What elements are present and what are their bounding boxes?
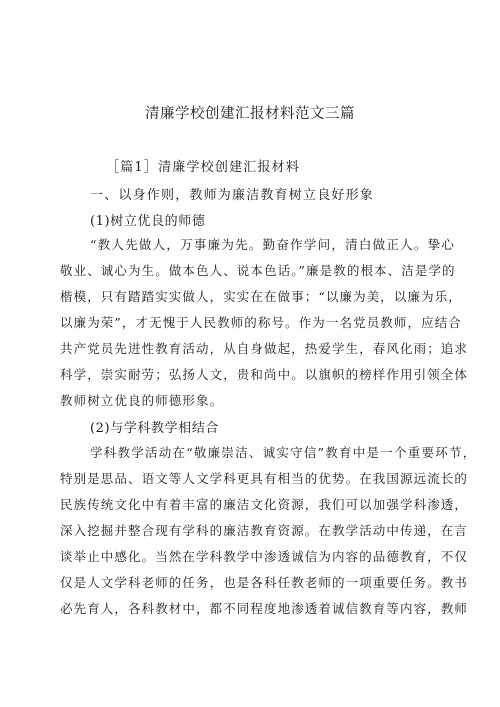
- sub-heading-teacher-ethics: (1)树立优良的师德: [90, 214, 206, 229]
- paragraph-line: 共产党员先进性教育活动，从自身做起，热爱学生，春风化雨；追求: [60, 341, 469, 356]
- paragraph-subject-teaching: [60, 440, 477, 622]
- paragraph-line: 敬业、诚心为生。做本色人、说本色话。”廉是教的根本、洁是学的: [60, 263, 456, 278]
- section-heading: ［篇1］清廉学校创建汇报材料: [106, 160, 301, 175]
- paragraph-line: 学科教学活动在“敬廉崇洁、诚实守信”教育中是一个重要环节，: [90, 445, 477, 460]
- paragraph-line: 以廉为荣”，才无愧于人民教师的称号。作为一名党员教师，应结合: [60, 315, 462, 330]
- heading-level-1: 一、以身作则，教师为廉洁教育树立良好形象: [90, 188, 375, 203]
- paragraph-line: 教师树立优良的师德形象。: [60, 393, 224, 408]
- paragraph-line: 必先育人，各科教材中，都不同程度地渗透着诚信教育等内容，教师: [60, 601, 469, 616]
- document-title: 清廉学校创建汇报材料范文三篇: [145, 106, 355, 122]
- paragraph-line: 深入挖掘并整合现有学科的廉洁教育资源。在教学活动中传递，在言: [60, 523, 469, 538]
- paragraph-line: 谈举止中感化。当然在学科教学中渗透诚信为内容的品德教育，不仅: [60, 549, 469, 564]
- paragraph-teacher-ethics: [60, 232, 469, 414]
- paragraph-line: 特别是思品、语文等人文学科更具有相当的优势。在我国源远流长的: [60, 471, 469, 486]
- paragraph-line: “教人先做人，万事廉为先。勤奋作学问，清白做正人。挚心: [90, 237, 456, 252]
- paragraph-line: 民族传统文化中有着丰富的廉洁文化资源，我们可以加强学科渗透，: [60, 497, 469, 512]
- sub-heading-subject-teaching: (2)与学科教学相结合: [90, 421, 220, 436]
- paragraph-line: 科学，崇实耐劳；弘扬人文，贵和尚中。以旗帜的榜样作用引领全体: [60, 367, 469, 382]
- paragraph-line: 仅是人文学科老师的任务，也是各科任教老师的一项重要任务。教书: [60, 575, 469, 590]
- paragraph-line: 楷模，只有踏踏实实做人，实实在在做事；“以廉为美，以廉为乐，: [60, 289, 462, 304]
